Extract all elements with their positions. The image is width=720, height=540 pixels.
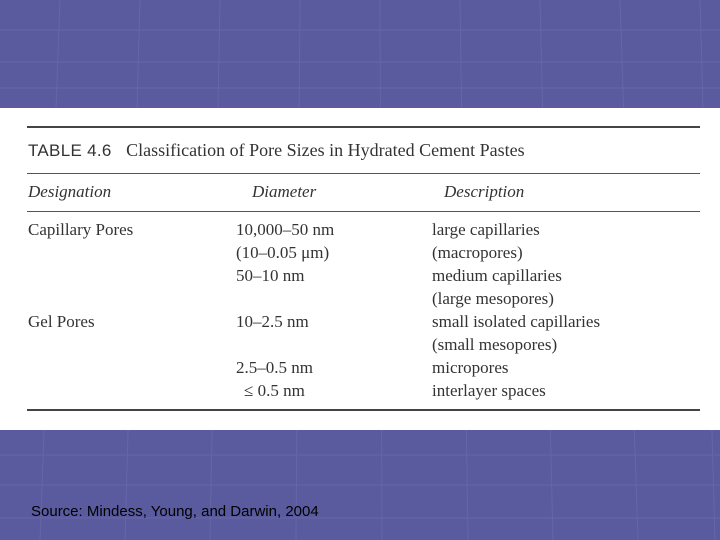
row-5-designation: Gel Pores xyxy=(28,312,95,331)
row-8-description: interlayer spaces xyxy=(432,381,546,400)
table-rule-top xyxy=(27,126,700,128)
table-caption: Classification of Pore Sizes in Hydrated Cement Pastes xyxy=(126,140,525,160)
header-designation: Designation xyxy=(28,182,112,201)
row-3-diameter: 50–10 nm xyxy=(236,266,305,285)
row-1-description: large capillaries xyxy=(432,220,540,239)
row-6-description: (small mesopores) xyxy=(432,335,558,354)
row-5-diameter: 10–2.5 nm xyxy=(236,312,309,331)
source-citation: Source: Mindess, Young, and Darwin, 2004 xyxy=(31,503,319,520)
table-number: TABLE 4.6 xyxy=(28,141,112,160)
row-2-description: (macropores) xyxy=(432,243,523,262)
table-rule-bottom xyxy=(27,409,700,411)
row-7-description: micropores xyxy=(432,358,509,377)
row-2-diameter: (10–0.05 μm) xyxy=(236,243,330,262)
table-panel xyxy=(0,108,720,430)
header-description: Description xyxy=(444,182,525,201)
header-diameter: Diameter xyxy=(252,182,317,201)
row-3-description: medium capillaries xyxy=(432,266,562,285)
row-1-diameter: 10,000–50 nm xyxy=(236,220,335,239)
row-8-diameter: ≤ 0.5 nm xyxy=(244,381,305,400)
table-rule-header-bottom xyxy=(27,211,700,212)
row-5-description: small isolated capillaries xyxy=(432,312,601,331)
row-7-diameter: 2.5–0.5 nm xyxy=(236,358,313,377)
row-4-description: (large mesopores) xyxy=(432,289,554,308)
table-title xyxy=(28,140,525,161)
row-1-designation: Capillary Pores xyxy=(28,220,134,239)
table-rule-header-top xyxy=(27,173,700,174)
